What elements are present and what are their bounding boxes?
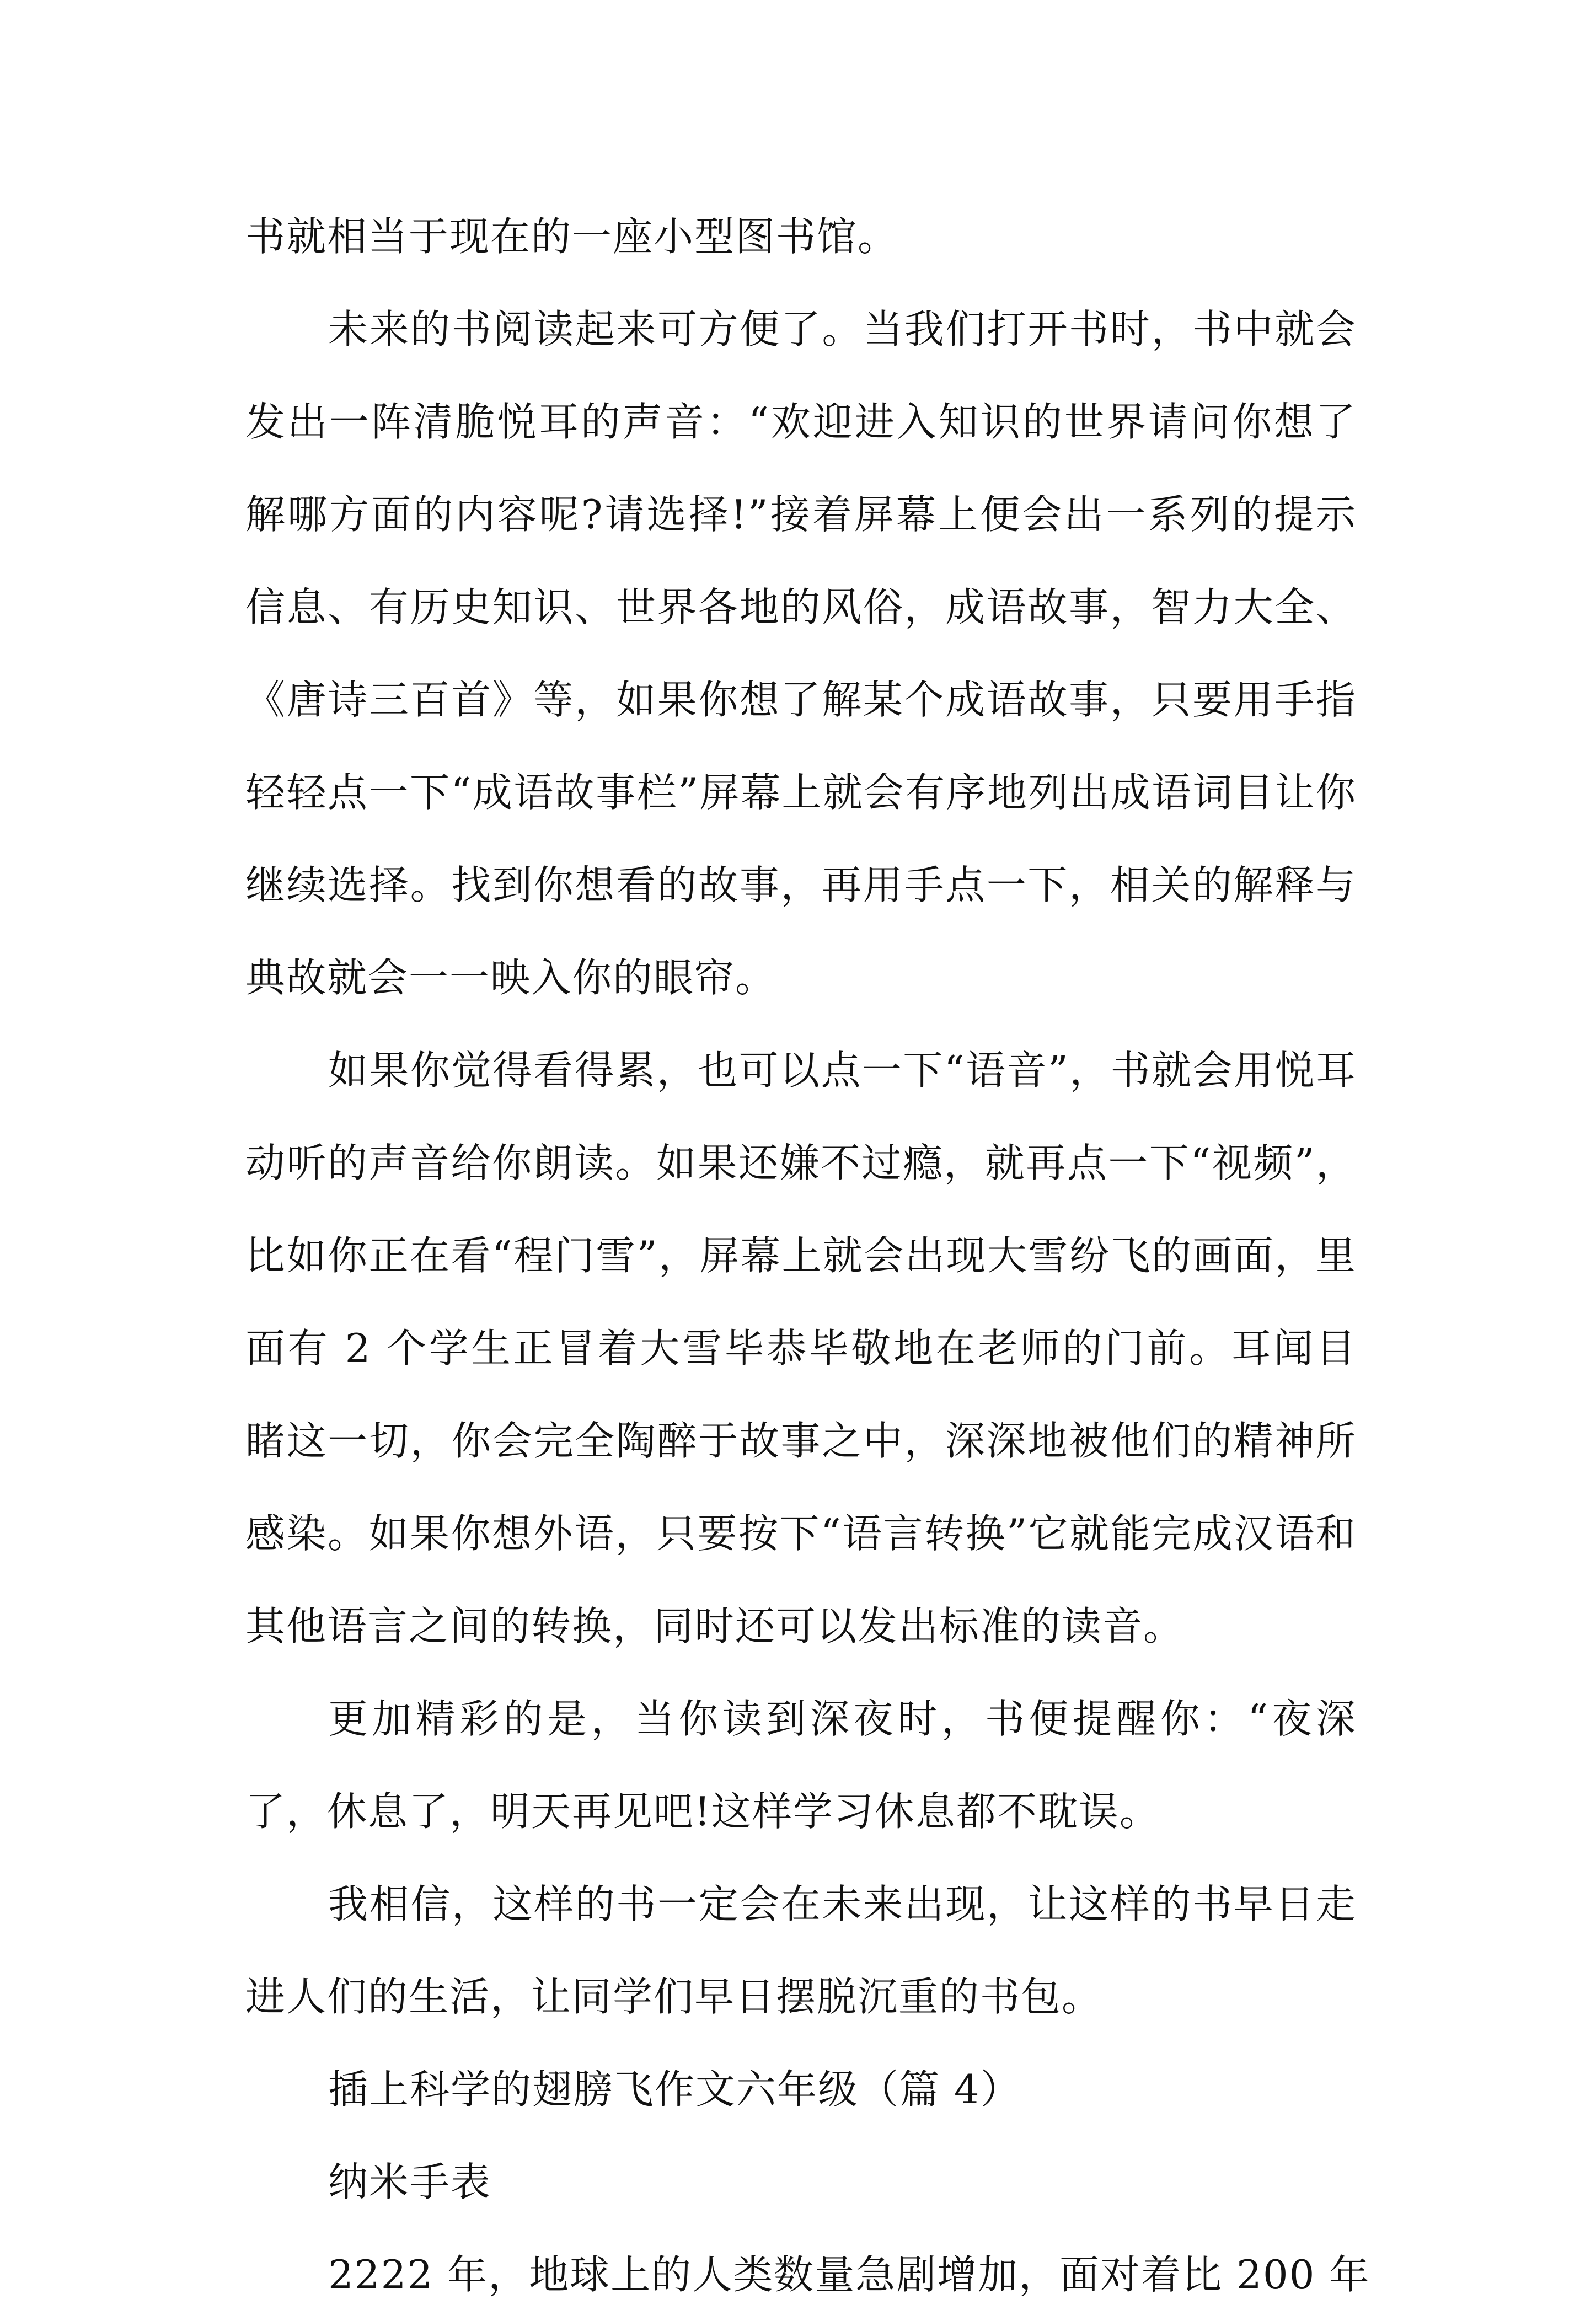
section-title: 插上科学的翅膀飞作文六年级（篇 4） (328, 2066, 1021, 2113)
paragraph-belief: 我相信，这样的书一定会在未来出现，让这样的书早日走进人们的生活，让同学们早日摆脱沉重的书包。 (245, 1881, 1357, 2020)
document-body (245, 190, 1370, 2321)
paragraph-future-book: 未来的书阅读起来可方便了。当我们打开书时，书中就会发出一阵清脆悦耳的声音：“欢迎进入知识的世界请问你想了解哪方面的内容呢?请选择!”接着屏幕上便会出一系列的提示信息、有历史知识、世界各地的风俗，成语故事，智力大全、《唐诗三百首》等，如果你想了解某个成语故事，只要用手指轻轻点一下“成语故事栏”屏幕上就会有序地列出成语词目让你继续选择。找到你想看的故事，再用手点一下，相关的解释与典故就会一一映入你的眼帘。 (245, 306, 1357, 1001)
paragraph-voice-video: 如果你觉得看得累，也可以点一下“语音”，书就会用悦耳动听的声音给你朗读。如果还嫌不过瘾，就再点一下“视频”，比如你正在看“程门雪”，屏幕上就会出现大雪纷飞的画面，里面有 2 个学生正冒着大雪毕恭毕敬地在老师的门前。耳闻目睹这一切，你会完全陶醉于故事之中，深深地被他们的精神所感染。如果你想外语，只要按下“语言转换”它就能完成汉语和其他语言之间的转换，同时还可以发出标准的读音。 (245, 1047, 1357, 1649)
paragraph-night-reminder: 更加精彩的是，当你读到深夜时，书便提醒你：“夜深了，休息了，明天再见吧!这样学习休息都不耽误。 (245, 1696, 1357, 1835)
essay-title: 纳米手表 (328, 2159, 492, 2205)
paragraph-nano-watch-start: 2222 年，地球上的人类数量急剧增加，面对着比 200 年 (328, 2252, 1370, 2298)
paragraph-continuation: 书就相当于现在的一座小型图书馆。 (245, 213, 899, 260)
